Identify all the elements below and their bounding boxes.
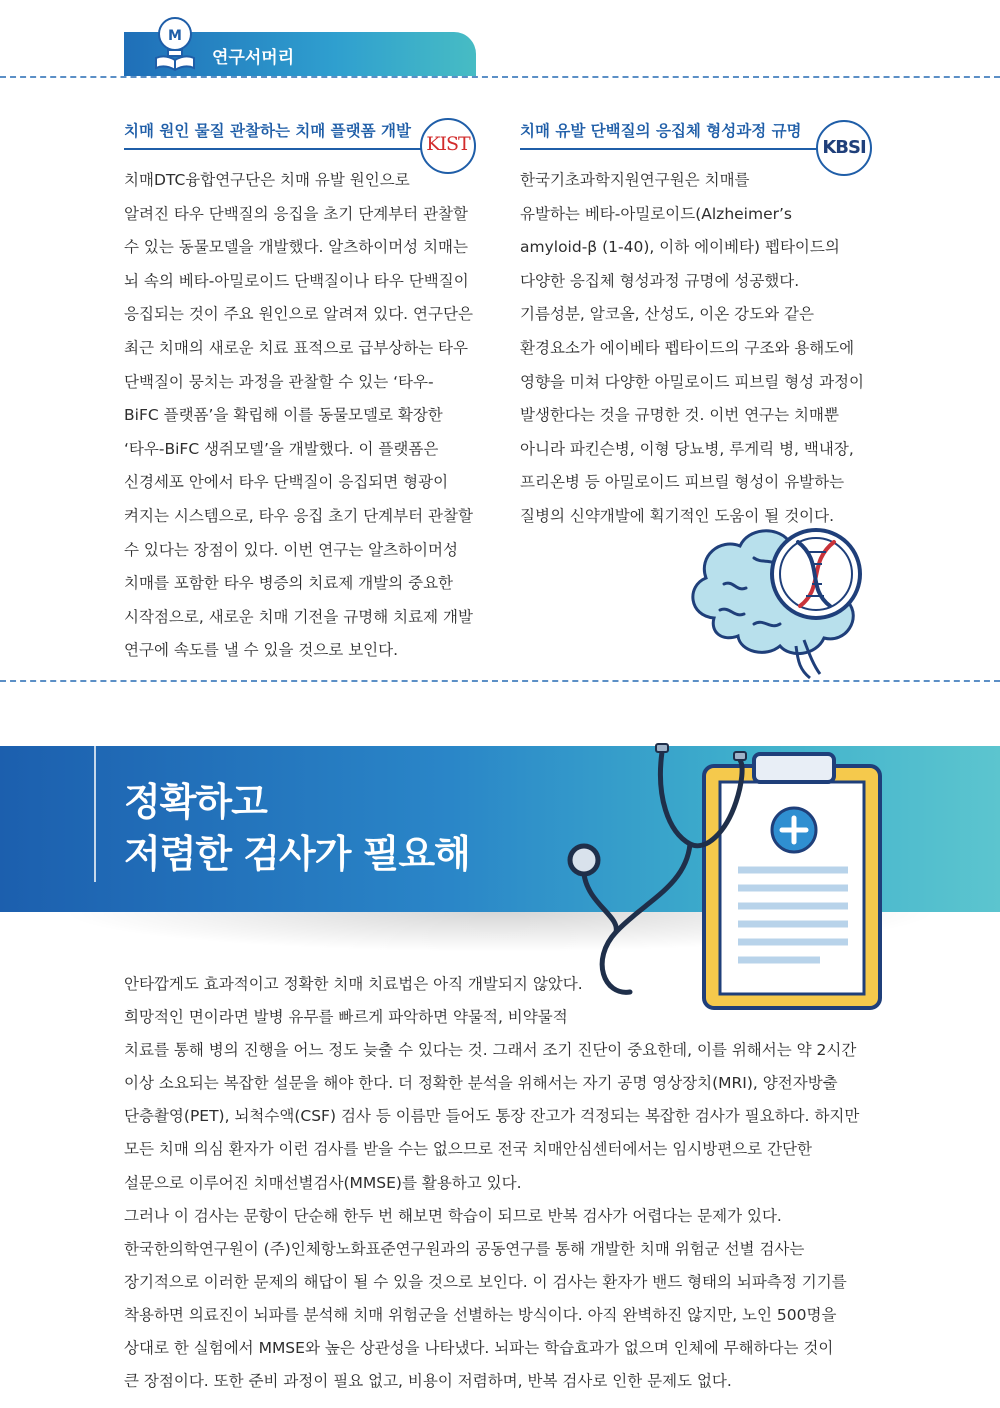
right-line: 아니라 파킨슨병, 이형 당뇨병, 루게릭 병, 백내장, — [520, 439, 854, 458]
body-line: 설문으로 이루어진 치매선별검사(MMSE)를 활용하고 있다. — [124, 1173, 522, 1192]
left-line: 켜지는 시스템으로, 타우 응집 초기 단계부터 관찰할 — [124, 506, 473, 525]
right-line: 영향을 미쳐 다양한 아밀로이드 피브릴 형성 과정이 — [520, 372, 864, 391]
banner-title-line1: 정확하고 — [124, 780, 267, 824]
right-line: 한국기초과학지원연구원은 치매를 — [520, 171, 750, 189]
left-section-title: 치매 원인 물질 관찰하는 치매 플랫폼 개발 — [124, 122, 411, 140]
left-line: 알려진 타우 단백질의 응집을 초기 단계부터 관찰할 — [124, 204, 468, 223]
header-tab-label: 연구서머리 — [212, 48, 295, 68]
left-line: 단백질이 뭉치는 과정을 관찰할 수 있는 ‘타우- — [124, 372, 434, 391]
body-line: 희망적인 면이라면 발병 유무를 빠르게 파악하면 약물적, 비약물적 — [124, 1008, 568, 1027]
body-line: 장기적으로 이러한 문제의 해답이 될 수 있을 것으로 보인다. 이 검사는 환자가 밴드 형태의 뇌파측정 기기를 — [124, 1272, 847, 1291]
right-line: 기름성분, 알코올, 산성도, 이온 강도와 같은 — [520, 305, 814, 324]
body-line: 단층촬영(PET), 뇌척수액(CSF) 검사 등 이름만 들어도 통장 잔고가 걱정되는 복잡한 검사가 필요하다. 하지만 — [124, 1107, 860, 1126]
left-line: 최근 치매의 새로운 치료 표적으로 급부상하는 타우 — [124, 338, 468, 357]
body-line: 이상 소요되는 복잡한 설문을 해야 한다. 더 정확한 분석을 위해서는 자기 공명 영상장치(MRI), 양전자방출 — [124, 1074, 838, 1093]
right-section-title: 치매 유발 단백질의 응집체 형성과정 규명 — [520, 122, 802, 140]
kbsi-logo-text: KBSI — [822, 137, 866, 158]
section-divider — [0, 680, 1000, 682]
left-line: 수 있다는 장점이 있다. 이번 연구는 알츠하이머성 — [124, 540, 458, 559]
left-line: 연구에 속도를 낼 수 있을 것으로 보인다. — [124, 641, 399, 660]
right-line: 발생한다는 것을 규명한 것. 이번 연구는 치매뿐 — [520, 406, 839, 425]
right-line: 유발하는 베타-아밀로이드(Alzheimer’s — [520, 204, 792, 223]
left-line: BiFC 플랫폼’을 확립해 이를 동물모델로 확장한 — [124, 406, 443, 425]
svg-text:M: M — [168, 28, 182, 44]
right-line: amyloid-β (1-40), 이하 에이베타) 펩타이드의 — [520, 238, 840, 257]
body-line: 모든 치매 의심 환자가 이런 검사를 받을 수는 없으므로 전국 치매안심센터에서는 임시방편으로 간단한 — [124, 1140, 812, 1159]
body-line: 큰 장점이다. 또한 준비 과정이 필요 없고, 비용이 저렴하며, 반복 검사로 인한 문제도 없다. — [124, 1372, 732, 1391]
lightbulb-book-icon — [150, 14, 200, 72]
right-section-body — [520, 164, 864, 534]
left-section-body — [124, 164, 473, 668]
body-line: 착용하면 의료진이 뇌파를 분석해 치매 위험군을 선별하는 방식이다. 아직 완벽하진 않지만, 노인 500명을 — [124, 1305, 837, 1324]
body-line: 그러나 이 검사는 문항이 단순해 한두 번 해보면 학습이 되므로 반복 검사가 어렵다는 문제가 있다. — [124, 1206, 782, 1225]
left-line: 뇌 속의 베타-아밀로이드 단백질이나 타우 단백질이 — [124, 271, 469, 290]
left-line: 치매를 포함한 타우 병증의 치료제 개발의 중요한 — [124, 574, 454, 593]
left-line: 응집되는 것이 주요 원인으로 알려져 있다. 연구단은 — [124, 305, 473, 324]
right-line: 질병의 신약개발에 획기적인 도움이 될 것이다. — [520, 506, 835, 525]
banner-title-line2: 저렴한 검사가 필요해 — [124, 832, 470, 876]
left-line: 치매DTC융합연구단은 치매 유발 원인으로 — [124, 171, 410, 189]
body-line: 치료를 통해 병의 진행을 어느 정도 늦출 수 있다는 것. 그래서 조기 진단이 중요한데, 이를 위해서는 약 2시간 — [124, 1041, 857, 1060]
right-line: 다양한 응집체 형성과정 규명에 성공했다. — [520, 271, 800, 290]
left-line: 시작점으로, 새로운 치매 기전을 규명해 치료제 개발 — [124, 607, 473, 626]
left-line: 신경세포 안에서 타우 단백질이 응집되면 형광이 — [124, 473, 449, 492]
banner-accent-rule — [94, 746, 96, 882]
left-line: 수 있는 동물모델을 개발했다. 알츠하이머성 치매는 — [124, 238, 468, 257]
left-line: ‘타우-BiFC 생쥐모델’을 개발했다. 이 플랫폼은 — [124, 439, 439, 458]
brain-dna-icon — [684, 518, 884, 680]
right-line: 프리온병 등 아밀로이드 피브릴 형성이 유발하는 — [520, 473, 845, 492]
body-line: 상대로 한 실험에서 MMSE와 높은 상관성을 나타냈다. 뇌파는 학습효과가 없으며 인체에 무해하다는 것이 — [124, 1339, 834, 1358]
kist-logo-text: KIST — [426, 133, 470, 155]
body-line: 한국한의학연구원이 (주)인체항노화표준연구원과의 공동연구를 통해 개발한 치매 위험군 선별 검사는 — [124, 1239, 805, 1258]
body-line: 안타깝게도 효과적이고 정확한 치매 치료법은 아직 개발되지 않았다. — [124, 975, 583, 993]
right-section-rule — [520, 148, 820, 150]
left-section-rule — [124, 148, 424, 150]
body-paragraph — [124, 968, 859, 1398]
top-divider — [0, 76, 1000, 78]
right-line: 환경요소가 에이베타 펩타이드의 구조와 용해도에 — [520, 338, 855, 357]
banner-title — [124, 776, 470, 880]
